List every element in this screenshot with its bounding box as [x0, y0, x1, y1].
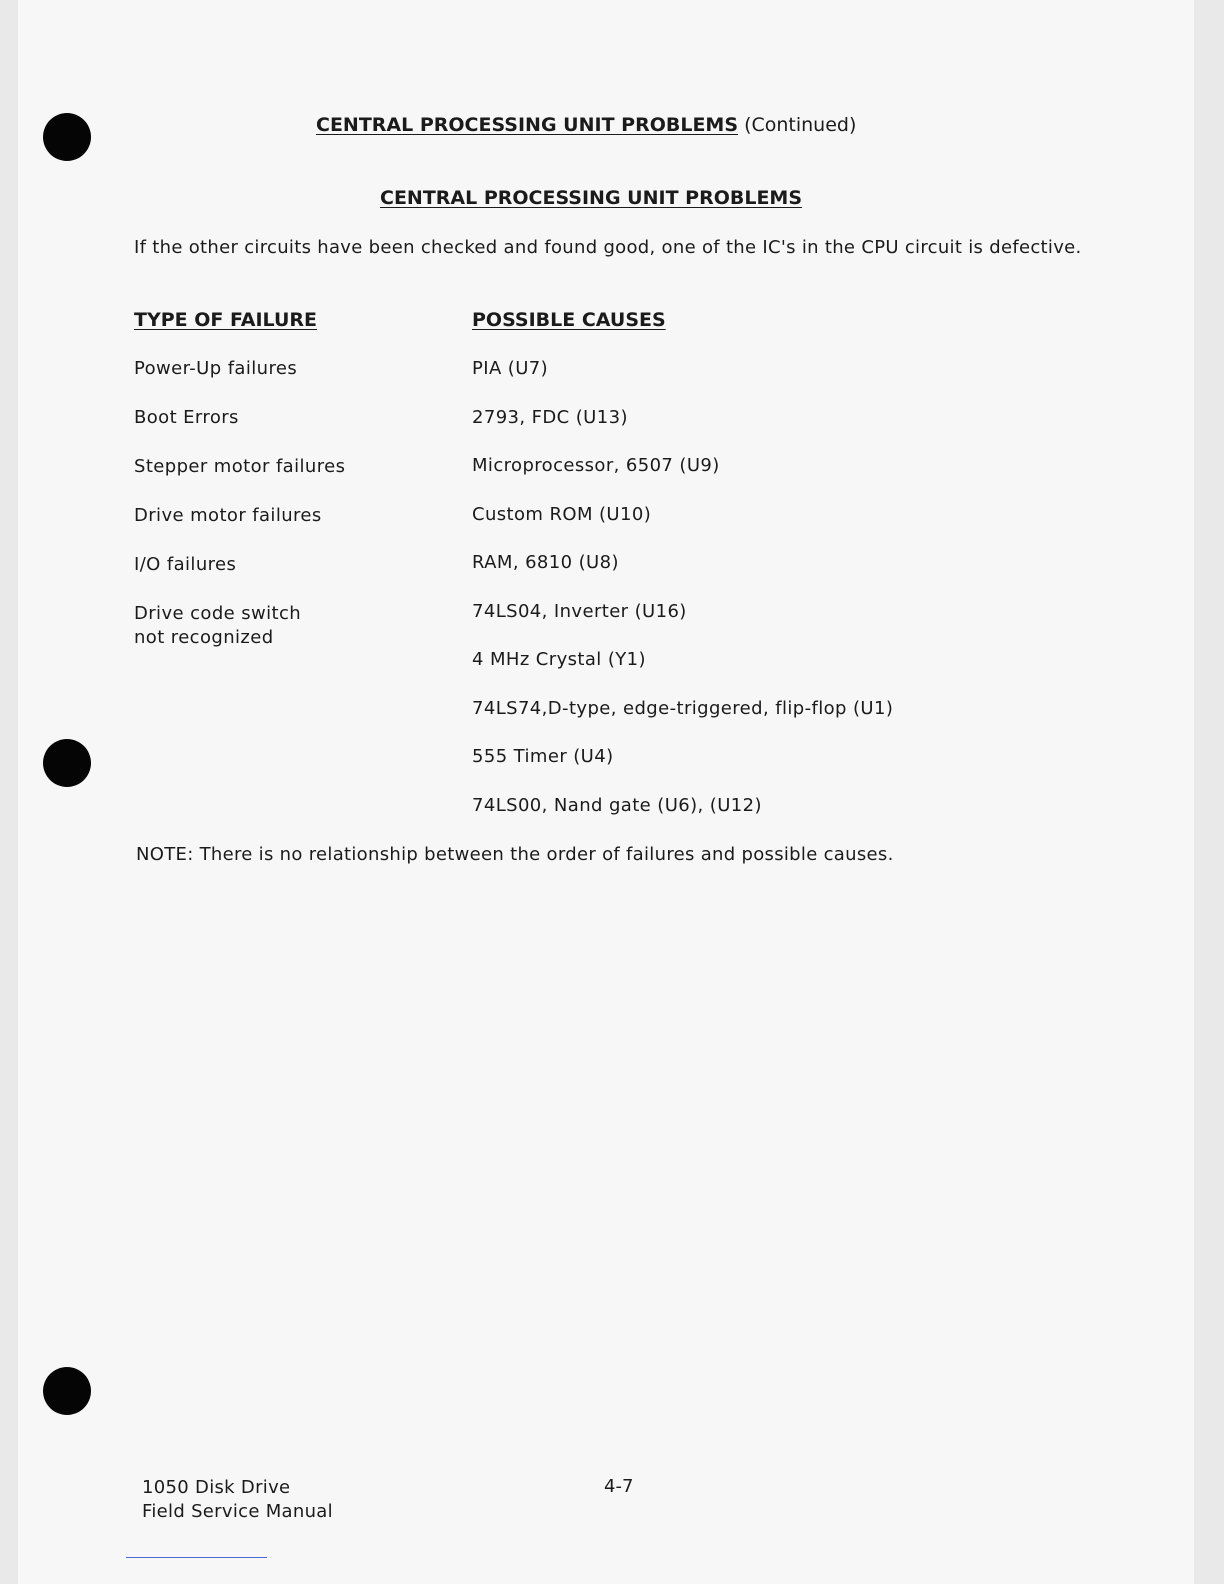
cause-item: 4 MHz Crystal (Y1) [472, 649, 646, 670]
footer-manual-title [142, 1476, 333, 1524]
bottom-rule [126, 1557, 267, 1558]
binder-hole-bottom [43, 1367, 91, 1415]
failure-item: Stepper motor failures [134, 456, 346, 477]
failure-item: Drive code switch not recognized [134, 603, 302, 648]
cause-item: RAM, 6810 (U8) [472, 552, 619, 573]
cause-item: 74LS00, Nand gate (U6), (U12) [472, 794, 762, 816]
binder-hole-middle [43, 739, 91, 787]
cause-item: Custom ROM (U10) [472, 503, 652, 525]
column-header-failure: TYPE OF FAILURE [134, 309, 318, 331]
header-title: CENTRAL PROCESSING UNIT PROBLEMS [316, 114, 739, 136]
footer-line-1: 1050 Disk Drive [142, 1477, 291, 1498]
binder-hole-top [43, 113, 91, 161]
cause-item: Microprocessor, 6507 (U9) [472, 455, 720, 476]
column-header-cause: POSSIBLE CAUSES [472, 309, 666, 331]
page-number: 4-7 [604, 1476, 634, 1497]
header-continued: (Continued) [744, 114, 857, 136]
cause-item: 2793, FDC (U13) [472, 406, 628, 428]
failure-item: Drive motor failures [134, 505, 322, 526]
failure-list [134, 357, 345, 651]
failure-item: Power-Up failures [134, 358, 298, 379]
cause-item: 555 Timer (U4) [472, 746, 614, 767]
cause-item: PIA (U7) [472, 358, 549, 379]
cause-list [472, 357, 893, 842]
cause-item: 74LS74,D-type, edge-triggered, flip-flop (U1) [472, 697, 894, 719]
section-title: CENTRAL PROCESSING UNIT PROBLEMS [380, 187, 803, 209]
failure-item: I/O failures [134, 554, 237, 575]
footer-line-2: Field Service Manual [142, 1501, 333, 1522]
page-header [316, 114, 856, 136]
cause-item: 74LS04, Inverter (U16) [472, 600, 687, 622]
intro-paragraph: If the other circuits have been checked and found good, one of the IC's in the CPU circuit is defective. [134, 237, 1082, 258]
failure-item: Boot Errors [134, 407, 239, 428]
note-text: NOTE: There is no relationship between the order of failures and possible causes. [136, 844, 894, 865]
